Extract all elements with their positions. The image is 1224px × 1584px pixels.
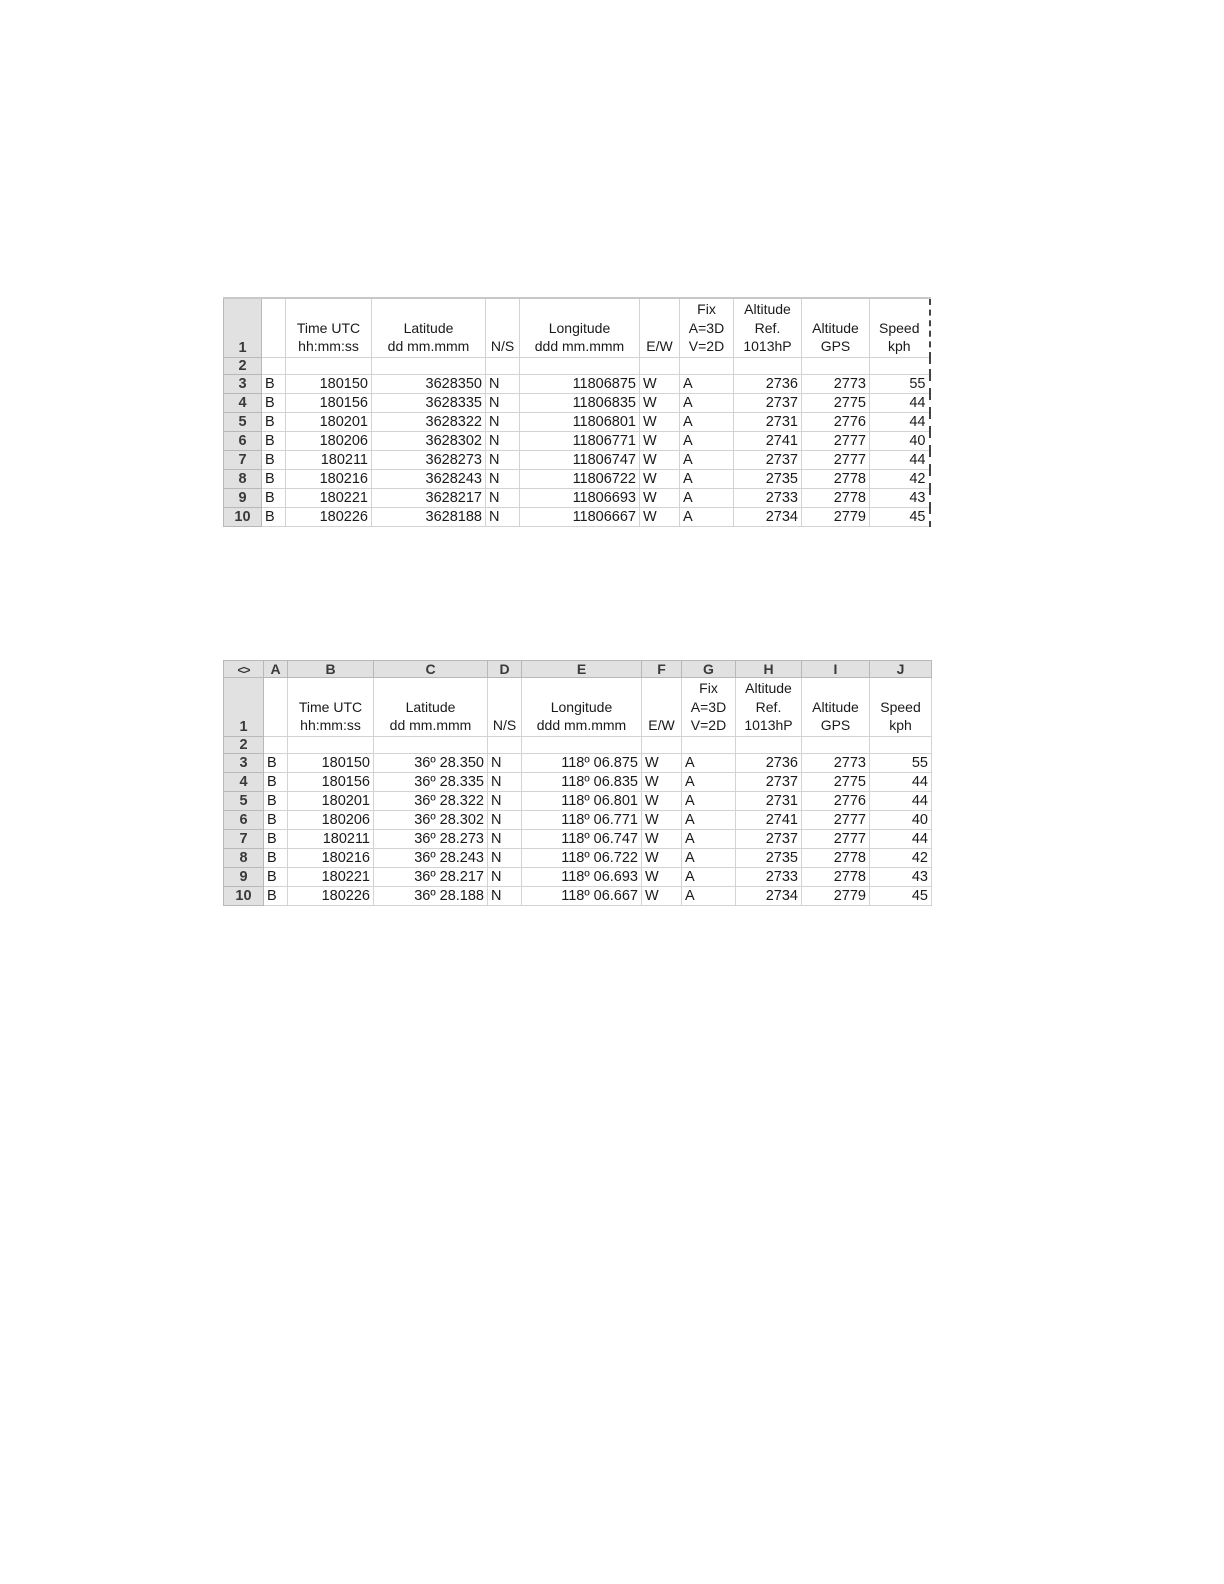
cell[interactable]: [520, 358, 640, 375]
cell-longitude[interactable]: 11806747: [520, 451, 640, 470]
cell[interactable]: [522, 737, 642, 754]
cell-time[interactable]: 180206: [286, 432, 372, 451]
cell-fix[interactable]: A: [682, 773, 736, 792]
cell-latitude[interactable]: 3628335: [372, 394, 486, 413]
cell[interactable]: [488, 737, 522, 754]
cell-fix[interactable]: A: [680, 413, 734, 432]
cell-latitude[interactable]: 36º 28.188: [374, 887, 488, 906]
header-cell-time[interactable]: Time UTC hh:mm:ss: [286, 298, 372, 358]
row-header[interactable]: 5: [224, 792, 264, 811]
cell-speed[interactable]: 55: [870, 375, 930, 394]
cell-ew[interactable]: W: [640, 508, 680, 527]
row-header[interactable]: 5: [224, 413, 262, 432]
row-header[interactable]: 7: [224, 830, 264, 849]
cell-speed[interactable]: 44: [870, 792, 932, 811]
cell-altitude-ref[interactable]: 2741: [734, 432, 802, 451]
cell-altitude-gps[interactable]: 2778: [802, 849, 870, 868]
cell-altitude-gps[interactable]: 2778: [802, 868, 870, 887]
row-header[interactable]: 4: [224, 394, 262, 413]
row-header[interactable]: 4: [224, 773, 264, 792]
cell-ew[interactable]: W: [640, 451, 680, 470]
cell[interactable]: [264, 737, 288, 754]
cell-speed[interactable]: 44: [870, 830, 932, 849]
cell-ew[interactable]: W: [642, 849, 682, 868]
cell[interactable]: [642, 737, 682, 754]
cell-longitude[interactable]: 11806835: [520, 394, 640, 413]
select-all-corner[interactable]: [224, 661, 264, 678]
cell-time[interactable]: 180156: [286, 394, 372, 413]
table-row: [224, 470, 930, 489]
spreadsheet-raw-coordinates: [223, 297, 931, 527]
cell-longitude[interactable]: 118º 06.835: [522, 773, 642, 792]
cell-longitude[interactable]: 11806875: [520, 375, 640, 394]
cell-ns[interactable]: N: [486, 375, 520, 394]
cell-altitude-ref[interactable]: 2731: [734, 413, 802, 432]
cell-type[interactable]: B: [264, 849, 288, 868]
header-cell-longitude[interactable]: Longitude ddd mm.mmm: [522, 678, 642, 737]
table-row: [224, 830, 932, 849]
cell[interactable]: [374, 737, 488, 754]
spreadsheet-formatted-coordinates: [223, 660, 932, 906]
row-header[interactable]: 1: [224, 678, 264, 737]
cell-fix[interactable]: A: [680, 375, 734, 394]
table-row: [224, 432, 930, 451]
cell-type[interactable]: B: [262, 489, 286, 508]
cell-altitude-gps[interactable]: 2775: [802, 773, 870, 792]
cell-longitude[interactable]: 118º 06.875: [522, 754, 642, 773]
cell-speed[interactable]: 43: [870, 868, 932, 887]
cell-longitude[interactable]: 11806693: [520, 489, 640, 508]
cell-altitude-gps[interactable]: 2777: [802, 432, 870, 451]
cell-type[interactable]: B: [262, 432, 286, 451]
cell-time[interactable]: 180221: [288, 868, 374, 887]
column-header-b[interactable]: B: [288, 661, 374, 678]
cell-fix[interactable]: A: [682, 830, 736, 849]
cell-ns[interactable]: N: [486, 489, 520, 508]
cell-latitude[interactable]: 3628302: [372, 432, 486, 451]
cell-fix[interactable]: A: [682, 811, 736, 830]
cell-fix[interactable]: A: [682, 868, 736, 887]
cell-ew[interactable]: W: [640, 432, 680, 451]
row-header[interactable]: 8: [224, 849, 264, 868]
cell-latitude[interactable]: 36º 28.273: [374, 830, 488, 849]
cell-altitude-ref[interactable]: 2736: [736, 754, 802, 773]
cell-ew[interactable]: W: [642, 792, 682, 811]
cell-latitude[interactable]: 3628243: [372, 470, 486, 489]
cell-ns[interactable]: N: [488, 887, 522, 906]
row-header[interactable]: 7: [224, 451, 262, 470]
header-cell-fix[interactable]: Fix A=3D V=2D: [682, 678, 736, 737]
cell-speed[interactable]: 42: [870, 470, 930, 489]
cell-altitude-ref[interactable]: 2734: [734, 508, 802, 527]
cell-ns[interactable]: N: [488, 830, 522, 849]
header-cell-altitude-ref[interactable]: Altitude Ref. 1013hP: [734, 298, 802, 358]
row-header[interactable]: 8: [224, 470, 262, 489]
cell-ns[interactable]: N: [486, 413, 520, 432]
cell-latitude[interactable]: 36º 28.302: [374, 811, 488, 830]
cell-ns[interactable]: N: [486, 432, 520, 451]
row-header[interactable]: 2: [224, 358, 262, 375]
column-header-g[interactable]: G: [682, 661, 736, 678]
cell-ew[interactable]: W: [642, 887, 682, 906]
cell-fix[interactable]: A: [680, 432, 734, 451]
column-header-i[interactable]: I: [802, 661, 870, 678]
cell-altitude-ref[interactable]: 2734: [736, 887, 802, 906]
cell-speed[interactable]: 43: [870, 489, 930, 508]
column-header-a[interactable]: A: [264, 661, 288, 678]
cell-fix[interactable]: A: [682, 754, 736, 773]
cell-time[interactable]: 180156: [288, 773, 374, 792]
cell-longitude[interactable]: 11806667: [520, 508, 640, 527]
cell-time[interactable]: 180150: [286, 375, 372, 394]
cell-altitude-ref[interactable]: 2733: [736, 868, 802, 887]
cell-altitude-gps[interactable]: 2779: [802, 887, 870, 906]
header-cell-latitude[interactable]: Latitude dd mm.mmm: [372, 298, 486, 358]
blank-row: [224, 737, 932, 754]
cell-altitude-ref[interactable]: 2737: [734, 394, 802, 413]
cell-time[interactable]: 180226: [288, 887, 374, 906]
cell[interactable]: [372, 358, 486, 375]
cell-fix[interactable]: A: [682, 792, 736, 811]
cell-time[interactable]: 180211: [288, 830, 374, 849]
header-row: [224, 678, 932, 737]
cell-type[interactable]: B: [262, 375, 286, 394]
cell-ns[interactable]: N: [488, 868, 522, 887]
cell-altitude-gps[interactable]: 2777: [802, 811, 870, 830]
cell-longitude[interactable]: 118º 06.722: [522, 849, 642, 868]
row-header[interactable]: 10: [224, 887, 264, 906]
cell-altitude-gps[interactable]: 2777: [802, 830, 870, 849]
cell[interactable]: [486, 358, 520, 375]
cell-latitude[interactable]: 36º 28.335: [374, 773, 488, 792]
cell-longitude[interactable]: 118º 06.771: [522, 811, 642, 830]
header-cell-fix[interactable]: Fix A=3D V=2D: [680, 298, 734, 358]
cell-speed[interactable]: 40: [870, 811, 932, 830]
cell-longitude[interactable]: 118º 06.667: [522, 887, 642, 906]
cell-ns[interactable]: N: [486, 394, 520, 413]
row-header[interactable]: 3: [224, 754, 264, 773]
cell-altitude-ref[interactable]: 2733: [734, 489, 802, 508]
cell-altitude-gps[interactable]: 2775: [802, 394, 870, 413]
cell-altitude-gps[interactable]: 2778: [802, 470, 870, 489]
sheet2-data-rows: [224, 754, 932, 906]
cell-time[interactable]: 180201: [288, 792, 374, 811]
cell-latitude[interactable]: 3628273: [372, 451, 486, 470]
cell-speed[interactable]: 42: [870, 849, 932, 868]
cell-ns[interactable]: N: [488, 849, 522, 868]
cell-time[interactable]: 180211: [286, 451, 372, 470]
cell-ew[interactable]: W: [642, 754, 682, 773]
cell-time[interactable]: 180150: [288, 754, 374, 773]
cell-ew[interactable]: W: [642, 773, 682, 792]
header-cell-speed[interactable]: Speed kph: [870, 678, 932, 737]
cell-type[interactable]: B: [264, 792, 288, 811]
table-row: [224, 792, 932, 811]
cell-latitude[interactable]: 36º 28.322: [374, 792, 488, 811]
cell-type[interactable]: B: [264, 830, 288, 849]
header-cell-a[interactable]: [264, 678, 288, 737]
cell-time[interactable]: 180221: [286, 489, 372, 508]
cell-longitude[interactable]: 11806801: [520, 413, 640, 432]
column-resize-icon: <>: [237, 663, 250, 677]
cell[interactable]: [870, 358, 930, 375]
cell-type[interactable]: B: [262, 394, 286, 413]
cell-speed[interactable]: 44: [870, 451, 930, 470]
cell-latitude[interactable]: 36º 28.350: [374, 754, 488, 773]
cell-ns[interactable]: N: [486, 470, 520, 489]
cell-ns[interactable]: N: [488, 792, 522, 811]
cell-fix[interactable]: A: [682, 849, 736, 868]
cell-speed[interactable]: 45: [870, 887, 932, 906]
header-cell-a[interactable]: [262, 298, 286, 358]
table-row: [224, 849, 932, 868]
cell[interactable]: [682, 737, 736, 754]
column-header-row: [224, 661, 932, 678]
cell-altitude-gps[interactable]: 2777: [802, 451, 870, 470]
cell-time[interactable]: 180226: [286, 508, 372, 527]
header-cell-altitude-gps[interactable]: Altitude GPS: [802, 678, 870, 737]
cell-altitude-gps[interactable]: 2773: [802, 754, 870, 773]
column-header-f[interactable]: F: [642, 661, 682, 678]
cell-type[interactable]: B: [264, 754, 288, 773]
cell-latitude[interactable]: 36º 28.217: [374, 868, 488, 887]
cell[interactable]: [802, 358, 870, 375]
cell-altitude-gps[interactable]: 2779: [802, 508, 870, 527]
table-row: [224, 508, 930, 527]
table-row: [224, 868, 932, 887]
cell-ew[interactable]: W: [642, 830, 682, 849]
row-header[interactable]: 10: [224, 508, 262, 527]
row-header[interactable]: 9: [224, 868, 264, 887]
cell-altitude-ref[interactable]: 2737: [736, 830, 802, 849]
cell-altitude-gps[interactable]: 2773: [802, 375, 870, 394]
cell-altitude-ref[interactable]: 2735: [734, 470, 802, 489]
table-row: [224, 451, 930, 470]
cell-longitude[interactable]: 11806771: [520, 432, 640, 451]
table-row: [224, 413, 930, 432]
cell-ew[interactable]: W: [640, 413, 680, 432]
cell-ew[interactable]: W: [640, 470, 680, 489]
column-header-e[interactable]: E: [522, 661, 642, 678]
cell[interactable]: [734, 358, 802, 375]
cell-latitude[interactable]: 3628350: [372, 375, 486, 394]
cell-latitude[interactable]: 3628322: [372, 413, 486, 432]
sheet1-data-rows: [224, 375, 930, 527]
cell-altitude-ref[interactable]: 2735: [736, 849, 802, 868]
cell-fix[interactable]: A: [680, 470, 734, 489]
cell-speed[interactable]: 44: [870, 394, 930, 413]
cell-latitude[interactable]: 36º 28.243: [374, 849, 488, 868]
row-header[interactable]: 9: [224, 489, 262, 508]
header-cell-time[interactable]: Time UTC hh:mm:ss: [288, 678, 374, 737]
header-cell-longitude[interactable]: Longitude ddd mm.mmm: [520, 298, 640, 358]
cell-longitude[interactable]: 118º 06.693: [522, 868, 642, 887]
table-row: [224, 394, 930, 413]
table-row: [224, 754, 932, 773]
cell-time[interactable]: 180206: [288, 811, 374, 830]
cell-type[interactable]: B: [264, 887, 288, 906]
cell-ns[interactable]: N: [486, 508, 520, 527]
cell-ew[interactable]: W: [640, 394, 680, 413]
cell-speed[interactable]: 45: [870, 508, 930, 527]
cell-type[interactable]: B: [264, 868, 288, 887]
cell-altitude-ref[interactable]: 2741: [736, 811, 802, 830]
cell-ns[interactable]: N: [488, 773, 522, 792]
header-cell-altitude-ref[interactable]: Altitude Ref. 1013hP: [736, 678, 802, 737]
header-row: [224, 298, 930, 358]
cell-time[interactable]: 180216: [286, 470, 372, 489]
cell-ew[interactable]: W: [640, 489, 680, 508]
cell[interactable]: [640, 358, 680, 375]
cell-ns[interactable]: N: [488, 754, 522, 773]
cell-altitude-ref[interactable]: 2736: [734, 375, 802, 394]
cell-altitude-gps[interactable]: 2776: [802, 413, 870, 432]
cell-fix[interactable]: A: [680, 394, 734, 413]
cell-ew[interactable]: W: [640, 375, 680, 394]
cell-speed[interactable]: 44: [870, 413, 930, 432]
table-row: [224, 773, 932, 792]
column-header-d[interactable]: D: [488, 661, 522, 678]
cell-type[interactable]: B: [264, 811, 288, 830]
header-cell-speed[interactable]: Speed kph: [870, 298, 930, 358]
cell[interactable]: [680, 358, 734, 375]
row-header[interactable]: 2: [224, 737, 264, 754]
row-header[interactable]: 6: [224, 811, 264, 830]
table-row: [224, 375, 930, 394]
cell-type[interactable]: B: [264, 773, 288, 792]
row-header[interactable]: 1: [224, 298, 262, 358]
header-cell-ew[interactable]: E/W: [640, 298, 680, 358]
table-row: [224, 489, 930, 508]
header-cell-altitude-gps[interactable]: Altitude GPS: [802, 298, 870, 358]
header-cell-ns[interactable]: N/S: [488, 678, 522, 737]
cell-altitude-gps[interactable]: 2778: [802, 489, 870, 508]
cell-altitude-ref[interactable]: 2737: [734, 451, 802, 470]
cell-altitude-ref[interactable]: 2731: [736, 792, 802, 811]
cell-fix[interactable]: A: [682, 887, 736, 906]
header-cell-ns[interactable]: N/S: [486, 298, 520, 358]
cell[interactable]: [262, 358, 286, 375]
cell-fix[interactable]: A: [680, 508, 734, 527]
cell-altitude-ref[interactable]: 2737: [736, 773, 802, 792]
cell[interactable]: [288, 737, 374, 754]
header-cell-latitude[interactable]: Latitude dd mm.mmm: [374, 678, 488, 737]
cell-latitude[interactable]: 3628188: [372, 508, 486, 527]
cell-speed[interactable]: 55: [870, 754, 932, 773]
column-header-c[interactable]: C: [374, 661, 488, 678]
cell-time[interactable]: 180201: [286, 413, 372, 432]
blank-row: [224, 358, 930, 375]
table-row: [224, 811, 932, 830]
cell-longitude[interactable]: 11806722: [520, 470, 640, 489]
cell-speed[interactable]: 44: [870, 773, 932, 792]
cell-type[interactable]: B: [262, 508, 286, 527]
cell-type[interactable]: B: [262, 451, 286, 470]
cell[interactable]: [286, 358, 372, 375]
cell-speed[interactable]: 40: [870, 432, 930, 451]
cell-longitude[interactable]: 118º 06.801: [522, 792, 642, 811]
header-cell-ew[interactable]: E/W: [642, 678, 682, 737]
cell-type[interactable]: B: [262, 413, 286, 432]
cell-altitude-gps[interactable]: 2776: [802, 792, 870, 811]
cell-fix[interactable]: A: [680, 451, 734, 470]
cell-fix[interactable]: A: [680, 489, 734, 508]
cell[interactable]: [736, 737, 802, 754]
row-header[interactable]: 6: [224, 432, 262, 451]
cell-type[interactable]: B: [262, 470, 286, 489]
cell-latitude[interactable]: 3628217: [372, 489, 486, 508]
table-row: [224, 887, 932, 906]
cell-ew[interactable]: W: [642, 811, 682, 830]
cell-ew[interactable]: W: [642, 868, 682, 887]
cell-ns[interactable]: N: [486, 451, 520, 470]
cell[interactable]: [870, 737, 932, 754]
cell-longitude[interactable]: 118º 06.747: [522, 830, 642, 849]
cell-ns[interactable]: N: [488, 811, 522, 830]
column-header-h[interactable]: H: [736, 661, 802, 678]
row-header[interactable]: 3: [224, 375, 262, 394]
column-header-j[interactable]: J: [870, 661, 932, 678]
cell-time[interactable]: 180216: [288, 849, 374, 868]
cell[interactable]: [802, 737, 870, 754]
